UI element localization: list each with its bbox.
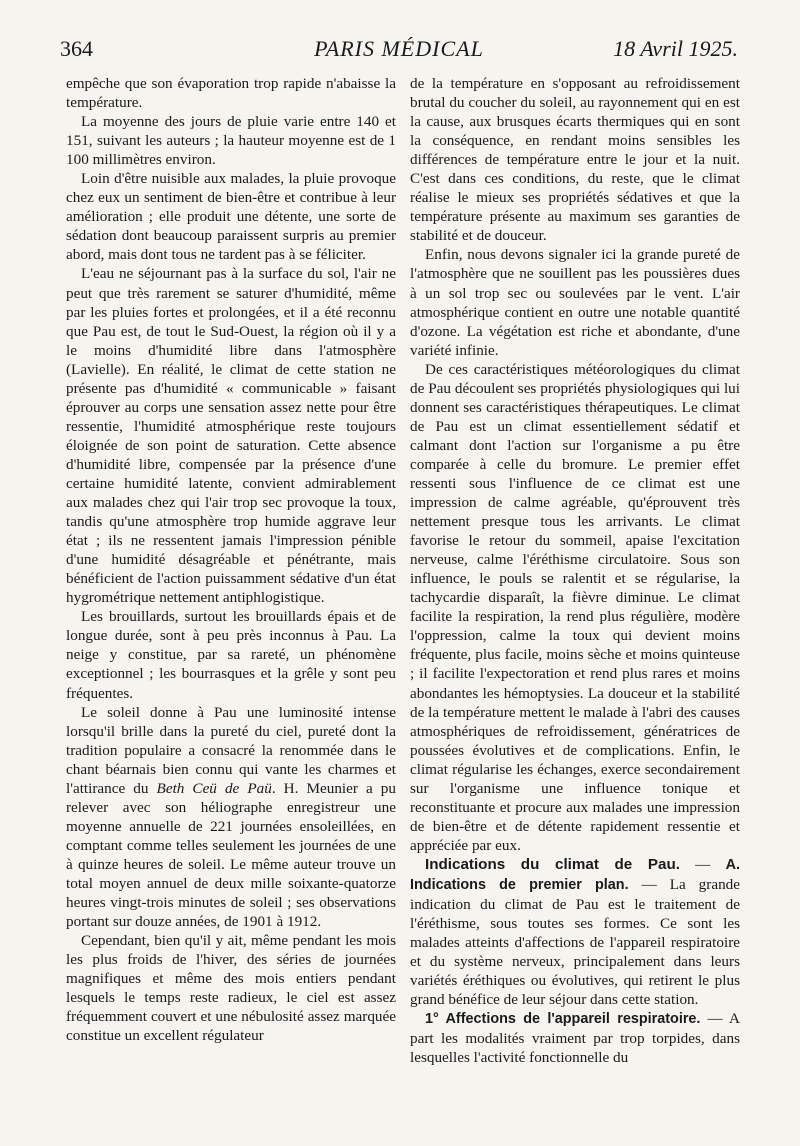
italic-song-title: Beth Ceü de Paü: [156, 779, 272, 797]
paragraph: De ces caractéristiques météorologiques du climat de Pau découlent ses propriétés physiologiques qui lui donnent ses caractéristiques thérapeutiques. Le climat de Pau est un climat essentiellement sédatif et calmant dont l'action sur l'organisme a pu être comparée à celle du bromure. Le premier effet ressenti sous l'influence de ce climat est une impression de calme agréable, qu'éprouvent très nettement presque tous les arrivants. Le climat favorise le retour du sommeil, apaise l'excitation nerveuse, calme l'éréthisme circulatoire. Sous son influence, le pouls se ralentit et se régularise, la tachycardie disparaît, la fièvre diminue. Le climat facilite la respiration, la rend plus régulière, modère l'oppression, calme la toux qui devient moins fréquente, plus facile, moins sèche et moins quinteuse ; il facilite l'expectoration et rend plus rares et moins abondantes les hémoptysies. La douceur et la stabilité de la température mettent le malade à l'abri des causes atmosphériques de refroidissement, génératrices de poussées évolutives et de complications. Enfin, le climat régularise les échanges, exerce secondairement sur l'organisme une influence tonique et reconstituante et procure aux malades une impression de bien-être et de détente rapidement ressentie et appréciée par eux.: [410, 360, 740, 854]
paragraph: Loin d'être nuisible aux malades, la pluie provoque chez eux un sentiment de bien-être et contribue à leur amélioration ; elle produit une détente, une sorte de sédation dont beaucoup paraissent surpris au premier abord, mais dont tous ne tardent pas à se féliciter.: [66, 170, 396, 264]
paragraph: La moyenne des jours de pluie varie entre 140 et 151, suivant les auteurs ; la hauteur moyenne est de 1 100 millimètres environ.: [66, 113, 396, 169]
text-run: — A part les modalités vraiment par trop torpides, dans lesquelles l'activité fonctionnelle du: [410, 1010, 740, 1067]
right-column: [410, 74, 740, 1067]
subsection-heading: 1° Affections de l'appareil respiratoire.: [425, 1011, 701, 1028]
text-run: — La grande indication du climat de Pau est le traitement de l'éréthisme, sous toutes ses formes. Ce sont les malades atteints d'affections de l'appareil respiratoire et du système nerveux, principalement dans leurs variétés éréthiques ou évolutives, qui retirent le plus grand bénéfice de leur séjour dans cette station.: [410, 875, 741, 1009]
paragraph: Les brouillards, surtout les brouillards épais et de longue durée, sont à peu près inconnus à Pau. La neige y constitue, par sa rareté, un phénomène exceptionnel ; les bourrasques et la grêle y sont peu fréquentes.: [66, 608, 396, 702]
page-number: 364: [60, 36, 93, 61]
paragraph: [66, 703, 396, 932]
paragraph: L'eau ne séjournant pas à la surface du sol, l'air ne peut que très rarement se saturer d'humidité, même par les pluies fortes et prolongées, et il a été reconnu que Pau est, de tout le Sud-Ouest, la région où il y a le moins d'humidité libre dans l'atmosphère (Lavielle). En réalité, le climat de cette station ne présente pas d'humidité « communicable » faisant éprouver au corps une sensation assez nette pour être ressentie, l'humidité atmosphérique reste toujours éloignée de son point de saturation. Cette absence d'humidité libre, compensée par la présence d'une certaine humidité latente, convient admirablement aux malades chez qui l'air trop sec provoque la toux, tandis qu'une atmosphère trop humide aggrave leur état ; ils ne ressentent jamais l'impression pénible d'une humidité désagréable et pénétrante, mais bénéficient de l'action puissamment sédative d'un état hygrométrique nettement antiphlogistique.: [66, 265, 396, 607]
paragraph: empêche que son évaporation trop rapide n'abaisse la température.: [66, 75, 396, 112]
text-run: Le soleil donne à Pau une luminosité intense lorsqu'il brille dans la pureté du ciel, pureté dont la tradition populaire a consacré la renommée dans le chant béarnais bien connu qui vante les charmes et l'attirance du: [66, 703, 396, 797]
subsection-heading: A. Indications de premier plan.: [410, 856, 740, 893]
paragraph: Enfin, nous devons signaler ici la grande pureté de l'atmosphère que ne souillent pas les poussières dues à un sol trop sec ou soulevées par le vent. L'air atmosphérique contient en outre une notable quantité d'ozone. La végétation est riche et abondante, d'une variété infinie.: [410, 246, 740, 359]
paragraph: de la température en s'opposant au refroidissement brutal du coucher du soleil, au rayonnement qui en est la cause, aux brusques écarts thermiques qui en sont la conséquence, en rendant moins sensibles les différences de température entre le jour et la nuit. C'est dans ces conditions, du reste, que le climat réalise le mieux ses propriétés sédatives et que la température présente au maximum ses garanties de stabilité et de douceur.: [410, 75, 740, 245]
running-header: [60, 36, 738, 66]
section-paragraph: [410, 1009, 740, 1067]
issue-date: 18 Avril 1925.: [613, 36, 738, 61]
journal-title: PARIS MÉDICAL: [314, 36, 484, 61]
left-column: [66, 74, 396, 1045]
heading-dash: —: [679, 855, 711, 873]
section-paragraph: [410, 855, 740, 1009]
paragraph: Cependant, bien qu'il y ait, même pendant les mois les plus froids de l'hiver, des séries de journées magnifiques et même des mois entiers pendant lesquels le temps reste radieux, le ciel est assez fréquemment couvert et une nébulosité assez marquée constitue un excellent régulateur: [66, 932, 396, 1045]
section-heading: Indications du climat de Pau.: [425, 855, 680, 873]
text-run: . H. Meunier a pu relever avec son héliographe enregistreur une moyenne annuelle de 221 journées ensoleillées, en comptant comme telles seulement les journées de une à quinze heures de soleil. Le même auteur trouve un total moyen annuel de deux mille soixante-quatorze heures vingt-trois minutes de soleil ; ses observations portant sur douze années, de 1901 à 1912.: [66, 779, 396, 931]
